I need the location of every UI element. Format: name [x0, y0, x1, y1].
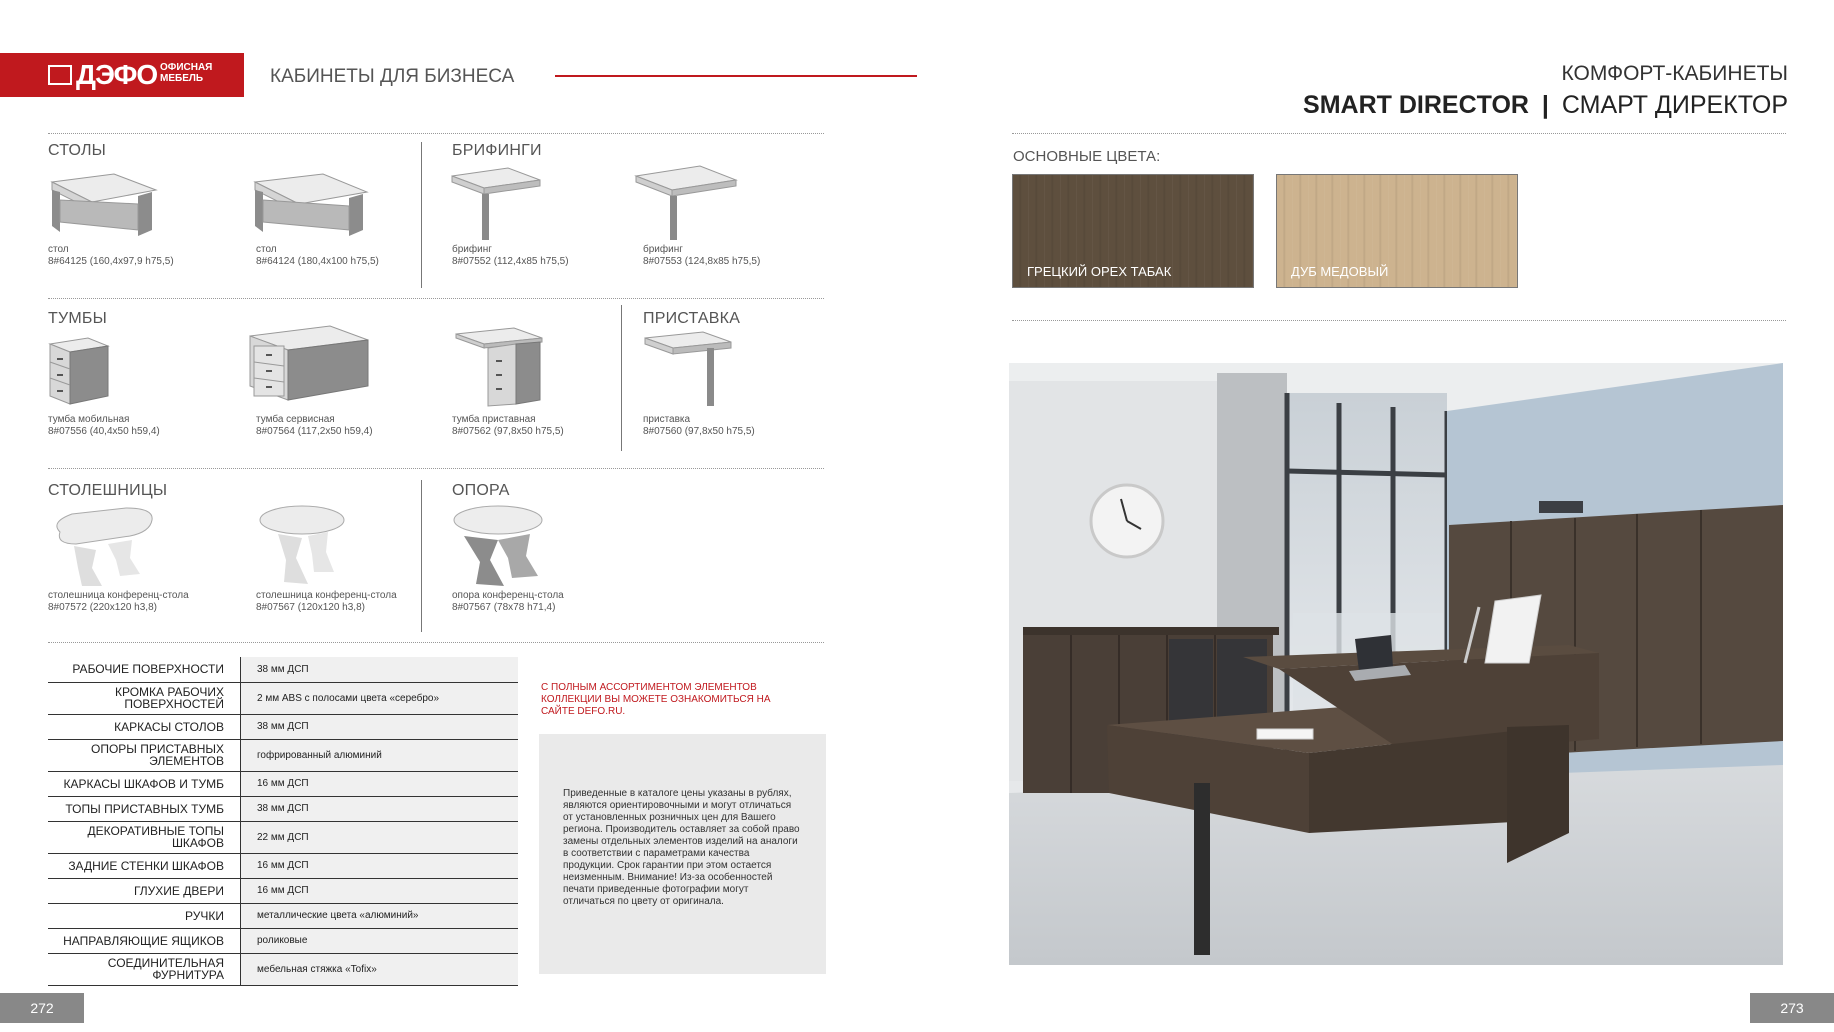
section-title-tabletops: СТОЛЕШНИЦЫ — [48, 482, 168, 499]
spec-value: 16 мм ДСП — [241, 853, 519, 878]
swatch-walnut: ГРЕЦКИЙ ОРЕХ ТАБАК — [1012, 174, 1254, 288]
collection-title-en: SMART DIRECTOR — [1303, 91, 1529, 119]
mobile-pedestal-image — [48, 336, 110, 408]
logo-mark-icon — [48, 65, 72, 85]
round-tabletop-image — [256, 502, 348, 588]
spec-value: мебельная стяжка «Tofix» — [241, 953, 519, 985]
spec-row — [48, 953, 518, 985]
desk-image — [251, 170, 371, 242]
divider — [48, 642, 824, 643]
briefing-image — [634, 164, 738, 244]
spec-row — [48, 903, 518, 928]
spec-row — [48, 739, 518, 771]
header-red-rule — [555, 75, 917, 77]
section-title-pedestals: ТУМБЫ — [48, 310, 107, 327]
item-caption: тумба приставная 8#07562 (97,8x50 h75,5) — [452, 414, 564, 437]
assortment-note: С ПОЛНЫМ АССОРТИМЕНТОМ ЭЛЕМЕНТОВ КОЛЛЕКЦИИ ВЫ МОЖЕТЕ ОЗНАКОМИТЬСЯ НА САЙТЕ DEFO.RU. — [541, 682, 771, 717]
spec-label: СОЕДИНИТЕЛЬНАЯ ФУРНИТУРА — [48, 953, 241, 985]
spec-value: 16 мм ДСП — [241, 878, 519, 903]
item-caption: приставка 8#07560 (97,8x50 h75,5) — [643, 414, 755, 437]
spec-row — [48, 771, 518, 796]
spec-row — [48, 878, 518, 903]
price-note-box — [539, 734, 826, 974]
spec-value: 22 мм ДСП — [241, 821, 519, 853]
item-caption: брифинг 8#07552 (112,4x85 h75,5) — [452, 244, 569, 267]
section-title-briefings: БРИФИНГИ — [452, 142, 542, 159]
spec-value: 16 мм ДСП — [241, 771, 519, 796]
office-interior-photo — [1009, 363, 1783, 965]
spec-label: ГЛУХИЕ ДВЕРИ — [48, 878, 241, 903]
item-caption: опора конференц-стола 8#07567 (78x78 h71,4) — [452, 590, 564, 613]
divider — [48, 133, 824, 134]
spec-label: ОПОРЫ ПРИСТАВНЫХ ЭЛЕМЕНТОВ — [48, 739, 241, 771]
spec-label: ТОПЫ ПРИСТАВНЫХ ТУМБ — [48, 796, 241, 821]
page-number-left: 272 — [0, 993, 84, 1023]
collection-title-ru: СМАРТ ДИРЕКТОР — [1561, 91, 1788, 119]
spec-label: РУЧКИ — [48, 903, 241, 928]
spec-label: ДЕКОРАТИВНЫЕ ТОПЫ ШКАФОВ — [48, 821, 241, 853]
item-caption: стол 8#64125 (160,4x97,9 h75,5) — [48, 244, 174, 267]
item-caption: тумба мобильная 8#07556 (40,4x50 h59,4) — [48, 414, 160, 437]
spec-value: 38 мм ДСП — [241, 714, 519, 739]
divider — [1012, 320, 1786, 321]
colors-title: ОСНОВНЫЕ ЦВЕТА: — [1013, 148, 1161, 165]
price-note: Приведенные в каталоге цены указаны в рублях, являются ориентировочными и могут отличаться от установленных розничных цен для Вашего региона. Производитель оставляет за собой право замены отдельных элементов изделий на аналоги в соответствии с параметрами качества продукции. Срок гарантии при этом остается неизменным. Внимание! Из-за особенностей печати приведенные фотографии могут отличаться по цвету от оригинала. — [563, 788, 800, 907]
column-divider — [421, 142, 422, 288]
spec-value: 38 мм ДСП — [241, 657, 519, 682]
extension-image — [643, 330, 733, 410]
tabletop-image — [46, 504, 158, 590]
section-title-extension: ПРИСТАВКА — [643, 310, 741, 327]
support-image — [450, 502, 548, 588]
spec-row — [48, 821, 518, 853]
column-divider — [621, 305, 622, 451]
spec-row — [48, 714, 518, 739]
spec-row — [48, 796, 518, 821]
divider — [48, 468, 824, 469]
section-title-support: ОПОРА — [452, 482, 510, 499]
divider — [1012, 133, 1786, 134]
collection-title — [1220, 91, 1788, 120]
item-caption: столешница конференц-стола 8#07572 (220x120 h3,8) — [48, 590, 189, 613]
spec-row — [48, 657, 518, 682]
spec-row — [48, 853, 518, 878]
item-caption: тумба сервисная 8#07564 (117,2x50 h59,4) — [256, 414, 373, 437]
spec-label: КАРКАСЫ СТОЛОВ — [48, 714, 241, 739]
spec-value: металлические цвета «алюминий» — [241, 903, 519, 928]
side-pedestal-image — [454, 326, 544, 408]
column-divider — [421, 480, 422, 632]
spec-label: ЗАДНИЕ СТЕНКИ ШКАФОВ — [48, 853, 241, 878]
spec-value: роликовые — [241, 928, 519, 953]
swatch-honey-oak: ДУБ МЕДОВЫЙ — [1276, 174, 1518, 288]
brand-logo — [0, 53, 244, 97]
collection-separator: | — [1541, 91, 1549, 119]
desk-image — [48, 170, 158, 242]
spec-value: 2 мм ABS с полосами цвета «серебро» — [241, 682, 519, 714]
divider — [48, 298, 824, 299]
spec-row — [48, 928, 518, 953]
spec-value: 38 мм ДСП — [241, 796, 519, 821]
specs-table — [48, 657, 518, 986]
brand-name: ДЭФО — [76, 59, 158, 90]
category-title: КОМФОРТ-КАБИНЕТЫ — [1561, 62, 1788, 85]
item-caption: брифинг 8#07553 (124,8x85 h75,5) — [643, 244, 761, 267]
spec-label: КРОМКА РАБОЧИХ ПОВЕРХНОСТЕЙ — [48, 682, 241, 714]
briefing-image — [450, 166, 542, 244]
brand-subtitle: ОФИСНАЯ МЕБЕЛЬ — [160, 62, 213, 84]
spec-label: НАПРАВЛЯЮЩИЕ ЯЩИКОВ — [48, 928, 241, 953]
spec-row — [48, 682, 518, 714]
page-number-right: 273 — [1750, 993, 1834, 1023]
item-caption: стол 8#64124 (180,4x100 h75,5) — [256, 244, 379, 267]
section-title-tables: СТОЛЫ — [48, 142, 107, 159]
service-pedestal-image — [248, 324, 370, 404]
spec-label: КАРКАСЫ ШКАФОВ И ТУМБ — [48, 771, 241, 796]
spec-value: гофрированный алюминий — [241, 739, 519, 771]
spec-label: РАБОЧИЕ ПОВЕРХНОСТИ — [48, 657, 241, 682]
item-caption: столешница конференц-стола 8#07567 (120x120 h3,8) — [256, 590, 397, 613]
section-title: КАБИНЕТЫ ДЛЯ БИЗНЕСА — [270, 66, 515, 87]
